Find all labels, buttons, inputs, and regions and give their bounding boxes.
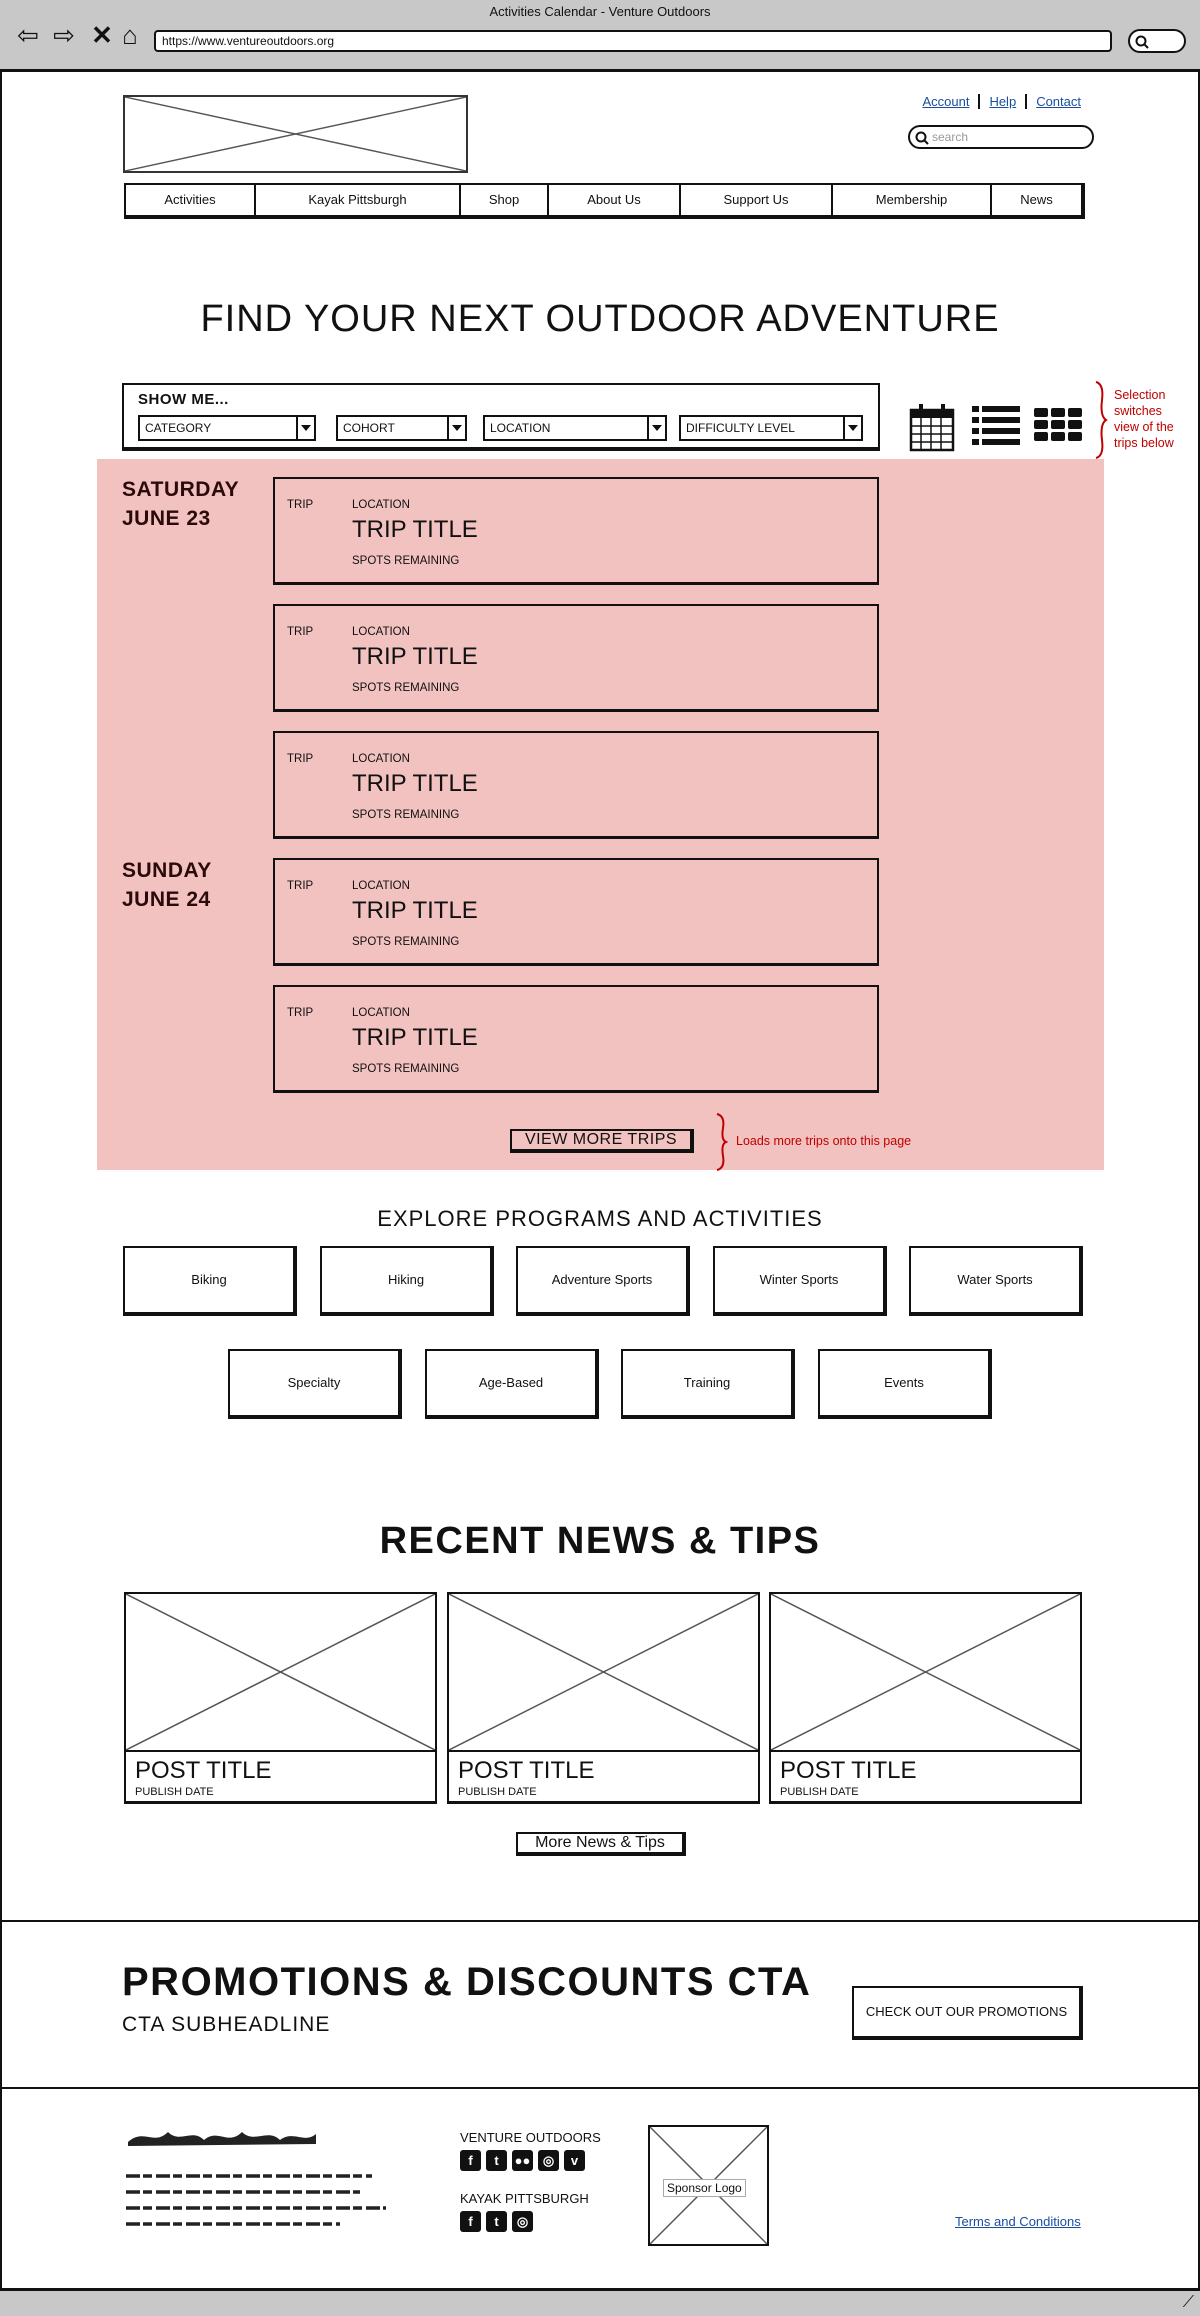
nav-activities[interactable]: Activities [126, 185, 256, 215]
trip-filters [122, 383, 880, 451]
instagram-icon[interactable]: ◎ [538, 2150, 559, 2171]
search-placeholder: search [932, 130, 969, 144]
trip-card[interactable] [273, 985, 879, 1093]
grid-icon[interactable] [1034, 402, 1084, 446]
program-training[interactable]: Training [621, 1349, 795, 1419]
programs-heading: EXPLORE PROGRAMS AND ACTIVITIES [377, 1206, 823, 1231]
promo-title: PROMOTIONS & DISCOUNTS CTA [122, 1960, 812, 2004]
kayak-social-links [460, 2211, 533, 2232]
footer-org-name: KAYAK PITTSBURGH [460, 2191, 589, 2206]
image-placeholder-icon [771, 1594, 1080, 1750]
location-select[interactable] [483, 415, 667, 441]
category-select[interactable] [138, 415, 316, 441]
trip-card[interactable] [273, 731, 879, 839]
trip-type: TRIP [287, 1007, 314, 1019]
trip-spots: SPOTS REMAINING [352, 809, 460, 821]
sponsor-logo-label: Sponsor Logo [663, 2179, 746, 2197]
day-date: JUNE 23 [122, 507, 211, 530]
trip-spots: SPOTS REMAINING [352, 555, 460, 567]
nav-about-us[interactable]: About Us [549, 185, 681, 215]
calendar-icon[interactable] [909, 402, 955, 452]
day-heading [122, 475, 239, 533]
post-title: POST TITLE [780, 1757, 917, 1784]
forward-arrow-icon[interactable]: ⇨ [53, 20, 75, 50]
program-winter-sports[interactable]: Winter Sports [713, 1246, 887, 1316]
location-select-value: LOCATION [490, 421, 551, 435]
utility-links [913, 94, 1090, 109]
post-date: PUBLISH DATE [780, 1786, 859, 1798]
trip-location: LOCATION [352, 626, 410, 638]
trip-type: TRIP [287, 626, 314, 638]
trip-spots: SPOTS REMAINING [352, 936, 460, 948]
nav-kayak-pittsburgh[interactable]: Kayak Pittsburgh [256, 185, 461, 215]
program-hiking[interactable]: Hiking [320, 1246, 494, 1316]
twitter-icon[interactable]: t [486, 2150, 507, 2171]
browser-chrome [0, 0, 1200, 72]
trip-title: TRIP TITLE [352, 897, 478, 924]
trip-title: TRIP TITLE [352, 643, 478, 670]
cohort-select-value: COHORT [343, 421, 395, 435]
view-switch-note-line: switches [1114, 404, 1162, 418]
main-nav [124, 183, 1085, 219]
back-arrow-icon[interactable]: ⇦ [17, 20, 39, 50]
trip-type: TRIP [287, 499, 314, 511]
search-icon [915, 131, 929, 145]
program-adventure-sports[interactable]: Adventure Sports [516, 1246, 690, 1316]
day-date: JUNE 24 [122, 888, 211, 911]
nav-support-us[interactable]: Support Us [681, 185, 833, 215]
footer-org-name: VENTURE OUTDOORS [460, 2130, 601, 2145]
home-icon[interactable]: ⌂ [122, 20, 138, 50]
view-more-note: Loads more trips onto this page [736, 1134, 912, 1148]
account-link[interactable]: Account [922, 94, 970, 109]
trip-card[interactable] [273, 477, 879, 585]
day-name: SUNDAY [122, 859, 212, 882]
news-post-card[interactable] [124, 1592, 437, 1804]
annotation-brace-icon [1092, 380, 1108, 460]
trip-spots: SPOTS REMAINING [352, 682, 460, 694]
contact-link[interactable]: Contact [1025, 94, 1090, 109]
window-frame-left [0, 72, 2, 2288]
program-water-sports[interactable]: Water Sports [909, 1246, 1083, 1316]
footer-text-scribble [124, 2170, 394, 2236]
chevron-down-icon [447, 417, 465, 439]
footer-logo-scribble [124, 2124, 320, 2148]
facebook-icon[interactable]: f [460, 2150, 481, 2171]
trip-type: TRIP [287, 753, 314, 765]
chevron-down-icon [647, 417, 665, 439]
view-more-trips-button[interactable]: VIEW MORE TRIPS [510, 1129, 694, 1153]
annotation-brace-icon [714, 1112, 728, 1172]
view-switch-note-line: view of the [1114, 420, 1174, 434]
nav-shop[interactable]: Shop [461, 185, 549, 215]
trip-title: TRIP TITLE [352, 516, 478, 543]
trip-card[interactable] [273, 858, 879, 966]
news-post-card[interactable] [447, 1592, 760, 1804]
difficulty-select-value: DIFFICULTY LEVEL [686, 421, 795, 435]
browser-search-field[interactable] [1128, 29, 1186, 53]
trip-title: TRIP TITLE [352, 1024, 478, 1051]
image-placeholder-icon [449, 1594, 758, 1750]
program-specialty[interactable]: Specialty [228, 1349, 402, 1419]
terms-link[interactable]: Terms and Conditions [955, 2214, 1081, 2229]
post-image-placeholder [449, 1594, 758, 1752]
window-title: Activities Calendar - Venture Outdoors [489, 4, 711, 19]
post-date: PUBLISH DATE [135, 1786, 214, 1798]
program-events[interactable]: Events [818, 1349, 992, 1419]
category-select-value: CATEGORY [145, 421, 212, 435]
site-search-input[interactable] [908, 125, 1094, 149]
post-title: POST TITLE [135, 1757, 272, 1784]
facebook-icon[interactable]: f [460, 2211, 481, 2232]
section-divider [0, 1920, 1200, 1922]
hero-title: FIND YOUR NEXT OUTDOOR ADVENTURE [200, 298, 1000, 340]
sponsor-logo-placeholder[interactable] [648, 2125, 769, 2246]
trip-title: TRIP TITLE [352, 770, 478, 797]
promo-subtitle: CTA SUBHEADLINE [122, 2013, 331, 2036]
post-image-placeholder [771, 1594, 1080, 1752]
view-switch-note-line: trips below [1114, 436, 1174, 450]
post-title: POST TITLE [458, 1757, 595, 1784]
trip-type: TRIP [287, 880, 314, 892]
twitter-icon[interactable]: t [486, 2211, 507, 2232]
site-logo-placeholder[interactable] [123, 95, 468, 173]
post-date: PUBLISH DATE [458, 1786, 537, 1798]
view-switch-note [1114, 387, 1174, 451]
program-age-based[interactable]: Age-Based [425, 1349, 599, 1419]
trip-location: LOCATION [352, 499, 410, 511]
news-post-card[interactable] [769, 1592, 1082, 1804]
resize-grip-icon[interactable]: ⟋ [1182, 2294, 1194, 2311]
trip-spots: SPOTS REMAINING [352, 1063, 460, 1075]
close-icon[interactable]: ✕ [91, 20, 113, 50]
trip-location: LOCATION [352, 880, 410, 892]
program-biking[interactable]: Biking [123, 1246, 297, 1316]
section-divider [0, 2087, 1200, 2089]
promotions-button[interactable]: CHECK OUT OUR PROMOTIONS [852, 1986, 1083, 2040]
flickr-icon[interactable]: ●● [512, 2150, 533, 2171]
vimeo-icon[interactable]: v [564, 2150, 585, 2171]
post-image-placeholder [126, 1594, 435, 1752]
list-icon[interactable] [972, 402, 1020, 446]
filters-label: SHOW ME... [138, 391, 229, 408]
url-bar[interactable]: https://www.ventureoutdoors.org [154, 30, 1112, 52]
chevron-down-icon [296, 417, 314, 439]
nav-news[interactable]: News [1020, 192, 1053, 207]
help-link[interactable]: Help [978, 94, 1025, 109]
browser-status-bar [0, 2288, 1200, 2316]
venture-social-links [460, 2150, 585, 2171]
news-heading: RECENT NEWS & TIPS [379, 1520, 821, 1562]
nav-membership[interactable]: Membership [833, 185, 992, 215]
cohort-select[interactable] [336, 415, 467, 441]
image-placeholder-icon [125, 97, 466, 171]
trip-card[interactable] [273, 604, 879, 712]
magnifier-icon [1135, 35, 1149, 49]
chevron-down-icon [843, 417, 861, 439]
day-name: SATURDAY [122, 478, 240, 501]
view-switch-note-line: Selection [1114, 388, 1166, 402]
more-news-button[interactable]: More News & Tips [516, 1832, 686, 1856]
instagram-icon[interactable]: ◎ [512, 2211, 533, 2232]
day-heading [122, 856, 212, 914]
difficulty-select[interactable] [679, 415, 863, 441]
image-placeholder-icon [126, 1594, 435, 1750]
trip-location: LOCATION [352, 1007, 410, 1019]
trip-location: LOCATION [352, 753, 410, 765]
